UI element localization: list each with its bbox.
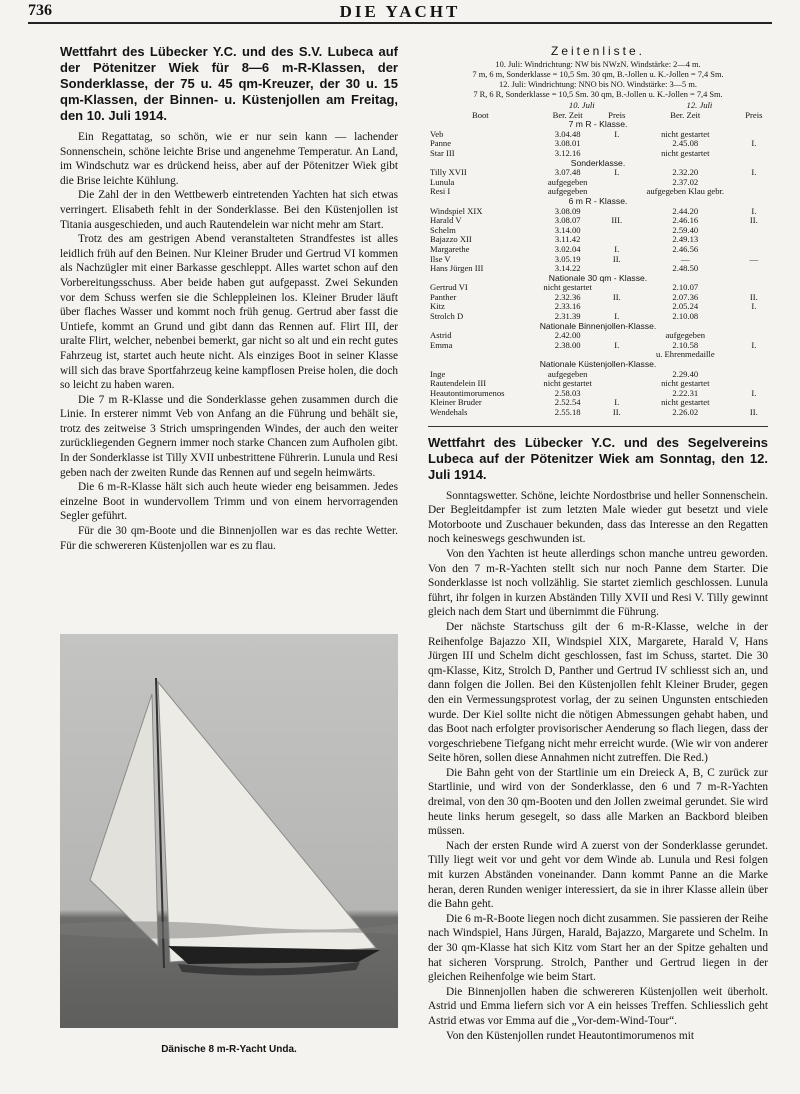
table-cell: 2.52.54 [554,397,581,408]
table-cell: 3.11.42 [554,234,581,245]
table-cell: 2.44.20 [672,205,699,216]
page-number: 736 [28,2,52,19]
results-table-body [428,120,768,417]
table-cell [428,350,533,360]
zeitenliste-line: 7 R, 6 R, Sonderklasse = 10,5 Sm. 30 qm, B.-Jollen u. K.-Jollen = 7,4 Sm. [473,90,723,99]
table-cell: nicht gestartet [661,397,710,408]
column-header: Boot [471,109,489,120]
table-cell: 3.14.22 [554,263,581,274]
table-cell: Harald V [430,215,462,226]
class-name: Nationale 30 qm - Klasse. [548,272,648,283]
table-cell: I. [751,167,757,178]
table-row [428,398,768,408]
class-header-row [428,120,768,130]
table-row [428,331,768,341]
table-cell: — [749,253,759,264]
table-cell: Schelm [430,224,456,235]
table-row [428,293,768,303]
table-cell [740,149,768,159]
table-cell: 3.07.48 [554,167,581,178]
column-header: Preis [608,109,626,120]
class-name: Sonderklasse. [570,157,626,168]
class-header-row [428,360,768,370]
class-name: Nationale Binnenjollen-Klasse. [539,320,657,331]
table-cell: aufgegeben [547,186,588,197]
table-cell [603,379,631,389]
paragraph: Die 6 m-R-Klasse hält sich auch heute wieder eng beisammen. Jedes einzelne Boot in wundervollem Trimm und von einem hervorragenden Segler geführt. [60,481,398,523]
class-name: Nationale Küstenjollen-Klasse. [539,359,657,370]
table-cell: II. [612,253,621,264]
table-cell: I. [614,397,620,408]
table-cell: Bajazzo XII [430,234,472,245]
table-cell [603,139,631,149]
paragraph: Trotz des am gestrigen Abend veranstalteten Strandfestes ist alles leidlich früh auf den Beinen. Nur Kleiner Bruder und Gertrud VI kommen als Nachzügler mit einer Barkasse geschleppt. Alles wartet schon auf den Vorbereitungsschuss. Aber beide haben gut aufgepasst. Zwei Sekunden vor dem Schuss werfen sie die Schleppleinen los. Kleiner Bruder läuft über flaches Wasser und kommt noch früh genug. Gertrud aber fasst die Untiefe, kommt an Grund und gibt dann das Rennen auf. Flirt III, der uralte Flirt, welcher, nebenbei bemerkt, gar nicht so alt und ein recht gutes Fahrzeug ist, startet auch heute nicht. Als einziges Boot in seiner Klasse will sich das brave Sportfahrzeug keine kampflosen Preise holen, die doch so leicht zu haben waren. [60,233,398,392]
paragraph: Die 6 m-R-Boote liegen noch dicht zusammen. Sie passieren der Reihe nach Windspiel, Hans Jürgen, Harald, Bajazzo, Margarete und Schelm. In der 30 qm-Klasse hat sich Kitz vom Start her an der Spitze gehalten und hat sicheren Vorsprung. Strolch, Panther und Gertrud liegen in der gleichen Reihenfolge wie beim Start. [428,912,768,984]
table-cell: I. [751,339,757,350]
table-cell: nicht gestartet [543,282,592,293]
article1-body [60,130,398,553]
table-cell: Windspiel XIX [430,205,483,216]
left-column [60,44,398,553]
table-cell: II. [749,291,758,302]
table-cell: II. [612,407,621,417]
table-cell: 2.59.40 [672,224,699,235]
table-cell [740,350,768,360]
table-cell: Heautontimorumenos [430,387,505,398]
table-cell: 2.29.40 [672,368,699,379]
paragraph: Der nächste Startschuss gilt der 6 m-R-Klasse, welche in der Reihenfolge Bajazzo XII, Windspiel XIX, Margarete, Harald V, Hans Jürgen III und Schelm dicht geschlossen, fast im Schuss, startet. Die 30 qm-Klasse, Kitz, Strolch D, Panther und Gertrud IV schliesst sich an, und dann folgen die Jollen. Bei den Küstenjollen fehlt Kleiner Bruder, gegen den ein Vermessungsprotest vorlag, der zu seinen Ungunsten entschieden wurde. Der Kiel sollte nicht die nötigen Abmessungen gehabt haben, und das Boot nach erfolgter provisorischer Aenderung so flach liegen, dass der vorgeschriebene Tiefgang nicht mehr erreicht wurde. (Wie wir von anderer Seite hören, sollen diese Annahmen nicht zutreffen. Die Red.) [428,620,768,765]
table-cell: Inge [430,368,446,379]
paragraph: Von den Yachten ist heute allerdings schon manche untreu geworden. Von den 7 m-R-Yachten stellt sich nur noch Panne dem Starter. Die Sonderklasse ist noch vollzählig. Sie startet ziemlich geschlossen. Lunula führt, ihr folgen in kurzen Abständen Tilly XVII und Resi V. Tilly gewinnt gleich nach dem Start und übernimmt die Führung. [428,547,768,619]
column-header: Ber. Zeit [552,109,583,120]
table-cell [740,235,768,245]
page-header [28,2,772,24]
table-cell: Kleiner Bruder [430,397,482,408]
article1-title: Wettfahrt des Lübecker Y.C. und des S.V. Lubeca auf der Pötenitzer Wiek für 8—6 m-R-Klassen, der Sonderklasse, der 75 u. 45 qm-Kreuzer, der 30 u. 15 qm-Klassen, der Binnen- u. Küstenjollen am Freitag, den 10. Juli 1914. [60,44,398,123]
class-header-row [428,274,768,284]
table-row [428,130,768,140]
column-header: Preis [745,109,763,120]
table-cell: aufgegeben Klau gebr. [646,186,725,197]
table-cell: II. [749,215,758,226]
table-cell: 2.26.02 [672,407,699,417]
table-cell: Emma [430,339,453,350]
table-cell: 2.45.08 [672,138,699,149]
table-cell: Panne [430,138,452,149]
table-cell: Gertrud VI [430,282,468,293]
table-cell: I. [614,128,620,139]
paragraph: Die Zahl der in den Wettbewerb eintretenden Yachten hat sich etwas verringert. Elisabeth fehlt in der Sonderklasse. Bei den Küstenjollen ist Titania ausgeschieden, und auch Rautendelein war nicht mehr am Start. [60,189,398,231]
table-cell: Hans Jürgen III [430,263,484,274]
table-cell: nicht gestartet [543,378,592,389]
table-cell [740,312,768,322]
table-cell: 2.22.31 [672,387,699,398]
table-cell: 2.46.16 [672,215,699,226]
paragraph: Die Bahn geht von der Startlinie um ein Dreieck A, B, C zurück zur Startlinie, und wird von der Sonderklasse, den 6 und 7 m-R-Yachten dreimal, von den 30 qm-Booten und den Jollen zweimal gerundet. Sie wird heute links herum gesegelt, so dass alle Marken an Backbord bleiben müssen. [428,766,768,838]
table-cell [740,187,768,197]
table-row [428,168,768,178]
table-cell: 2.58.03 [554,387,581,398]
table-cell: I. [751,205,757,216]
table-cell: Ilse V [430,253,451,264]
table-cell: 3.02.04 [554,243,581,254]
table-cell: Astrid [430,330,452,341]
divider [428,426,768,427]
results-table [428,101,768,418]
table-cell: Kitz [430,301,445,312]
table-cell: 3.05.19 [554,253,581,264]
yacht-photo [60,634,398,1028]
journal-title: DIE YACHT [339,2,461,21]
right-column [428,44,768,1043]
table-cell: I. [614,339,620,350]
table-cell: 3.08.09 [554,205,581,216]
table-cell: 2.32.20 [672,167,699,178]
table-cell: 2.10.07 [672,282,699,293]
table-cell: I. [751,387,757,398]
table-cell: 3.14.00 [554,224,581,235]
table-cell: nicht gestartet [661,128,710,139]
table-cell [603,178,631,188]
table-row [428,207,768,217]
table-cell: I. [614,167,620,178]
table-cell: 2.10.58 [672,339,699,350]
table-cell: 2.10.08 [672,311,699,322]
zeitenliste-line: 12. Juli: Windrichtung: NNO bis NO. Windstärke: 3—5 m. [499,80,697,89]
table-cell: 2.05.24 [672,301,699,312]
table-cell: Resi I [430,186,451,197]
table-cell: 2.32.36 [554,291,581,302]
table-cell: 2.38.00 [554,339,581,350]
table-cell: I. [751,301,757,312]
table-row [428,341,768,351]
class-name: 7 m R - Klasse. [568,119,628,130]
column-header: Ber. Zeit [670,109,701,120]
class-header-row [428,322,768,332]
table-cell: 3.12.16 [554,147,581,158]
table-cell: 2.37.02 [672,176,699,187]
sailboat-illustration [60,634,398,1028]
table-cell: Wendehals [430,407,468,417]
date-header-1: 10. Juli [568,100,595,110]
table-row [428,226,768,236]
table-cell: 2.42.00 [554,330,581,341]
table-cell: 3.04.48 [554,128,581,139]
zeitenliste-title: Zeitenliste. [550,44,646,58]
table-cell [740,370,768,380]
table-cell: I. [614,243,620,254]
table-cell: Tilly XVII [430,167,467,178]
table-cell: 2.55.18 [554,407,581,417]
paragraph: Für die 30 qm-Boote und die Binnenjollen war es das rechte Wetter. Für die schwereren Küstenjollen war es zu flau. [60,525,398,552]
table-cell: I. [751,138,757,149]
zeitenliste-line: 10. Juli: Windrichtung: NW bis NWzN. Windstärke: 2—4 m. [495,60,701,69]
paragraph: Nach der ersten Runde wird A zuerst von der Sonderklasse gerundet. Tilly liegt weit vor und geht vor dem Winde ab. Lunula und Resi folgen mit kurzen Abständen voneinander. Dann kommt Panne an die Marke heran, deren Runden weniger interessiert, da sie in ihrer Klasse allein über die Bahn geht. [428,839,768,911]
table-cell: aufgegeben [547,176,588,187]
table-cell: 2.07.36 [672,291,699,302]
table-cell [603,370,631,380]
table-cell [603,226,631,236]
table-row [428,245,768,255]
table-cell [740,178,768,188]
table-cell: 2.46.56 [672,243,699,254]
table-row [428,216,768,226]
article2-body [428,489,768,1044]
table-cell: Veb [430,128,444,139]
table-cell: Lunula [430,176,455,187]
table-row [428,302,768,312]
table-cell: II. [749,407,758,417]
table-cell [740,264,768,274]
table-cell: — [680,253,690,264]
table-cell: Star III [430,147,455,158]
table-cell: 2.49.13 [672,234,699,245]
paragraph: Die 7 m R-Klasse und die Sonderklasse gehen zusammen durch die Linie. In ersterer nimmt Veb von Anfang an die Führung und behält sie, trotz des zeitweise 3 Strich umspringenden Windes, der auch den weiter zurückliegenden Gegnern immer noch starke Chancen zum Aufholen gibt. In der Sonderklasse ist Tilly XVII unbestrittene Führerin. Lunula und Resi geben nach der zweiten Runde das Rennen auf und segeln heimwärts. [60,393,398,479]
paragraph: Ein Regattatag, so schön, wie er nur sein kann — lachender Sonnenschein, schöne leichte Brise und angenehme Temperatur. An Land, im Windschutz war es drückend heiss, aber auf der Pötenitzer Wiek gibt die Brise leichte Kühlung. [60,131,398,187]
photo-caption: Dänische 8 m-R-Yacht Unda. [161,1044,297,1055]
table-cell: 3.08.01 [554,138,581,149]
article2-title: Wettfahrt des Lübecker Y.C. und des Segelvereins Lubeca auf der Pötenitzer Wiek am Sonntag, den 12. Juli 1914. [428,434,768,482]
table-row [428,408,768,418]
table-cell: Rautendelein III [430,378,487,389]
table-cell: Strolch D [430,311,464,322]
paragraph: Die Binnenjollen haben die schwereren Küstenjollen weit überholt. Astrid und Emma liefern sich vor A ein heisses Treffen. Schliesslich geht Astrid etwas vor Emma auf die „Vor-dem-Wind-Tour“. [428,985,768,1027]
class-name: 6 m R - Klasse. [568,195,628,206]
paragraph: Von den Küstenjollen rundet Heautontimorumenos mit [446,1029,694,1042]
table-cell: III. [611,215,623,226]
table-cell: nicht gestartet [661,147,710,158]
table-row [428,139,768,149]
table-row [428,283,768,293]
table-row [428,235,768,245]
table-cell: Margarethe [430,243,470,254]
table-cell: 2.31.39 [554,311,581,322]
table-cell: I. [614,311,620,322]
table-cell: 2.33.16 [554,301,581,312]
table-cell: 2.48.50 [672,263,699,274]
table-cell: II. [612,291,621,302]
table-cell: nicht gestartet [661,378,710,389]
paragraph: Sonntagswetter. Schöne, leichte Nordostbrise und heller Sonnenschein. Der Begleitdampfer ist zum letzten Male wieder gut besetzt und viele Motorboote und Zuschauer bekunden, dass das Interesse an den Regatten noch keineswegs geschwunden ist. [428,489,768,546]
date-header-2: 12. Juli [686,100,713,110]
table-cell: u. Ehrenmedaille [655,349,715,360]
class-header-row [428,159,768,169]
zeitenliste-line: 7 m, 6 m, Sonderklasse = 10,5 Sm. 30 qm, B.-Jollen u. K.-Jollen = 7,4 Sm. [472,70,724,79]
table-cell: aufgegeben [547,368,588,379]
table-cell: Panther [430,291,457,302]
table-cell: 3.08.07 [554,215,581,226]
table-cell: aufgegeben [665,330,706,341]
table-cell [740,226,768,236]
